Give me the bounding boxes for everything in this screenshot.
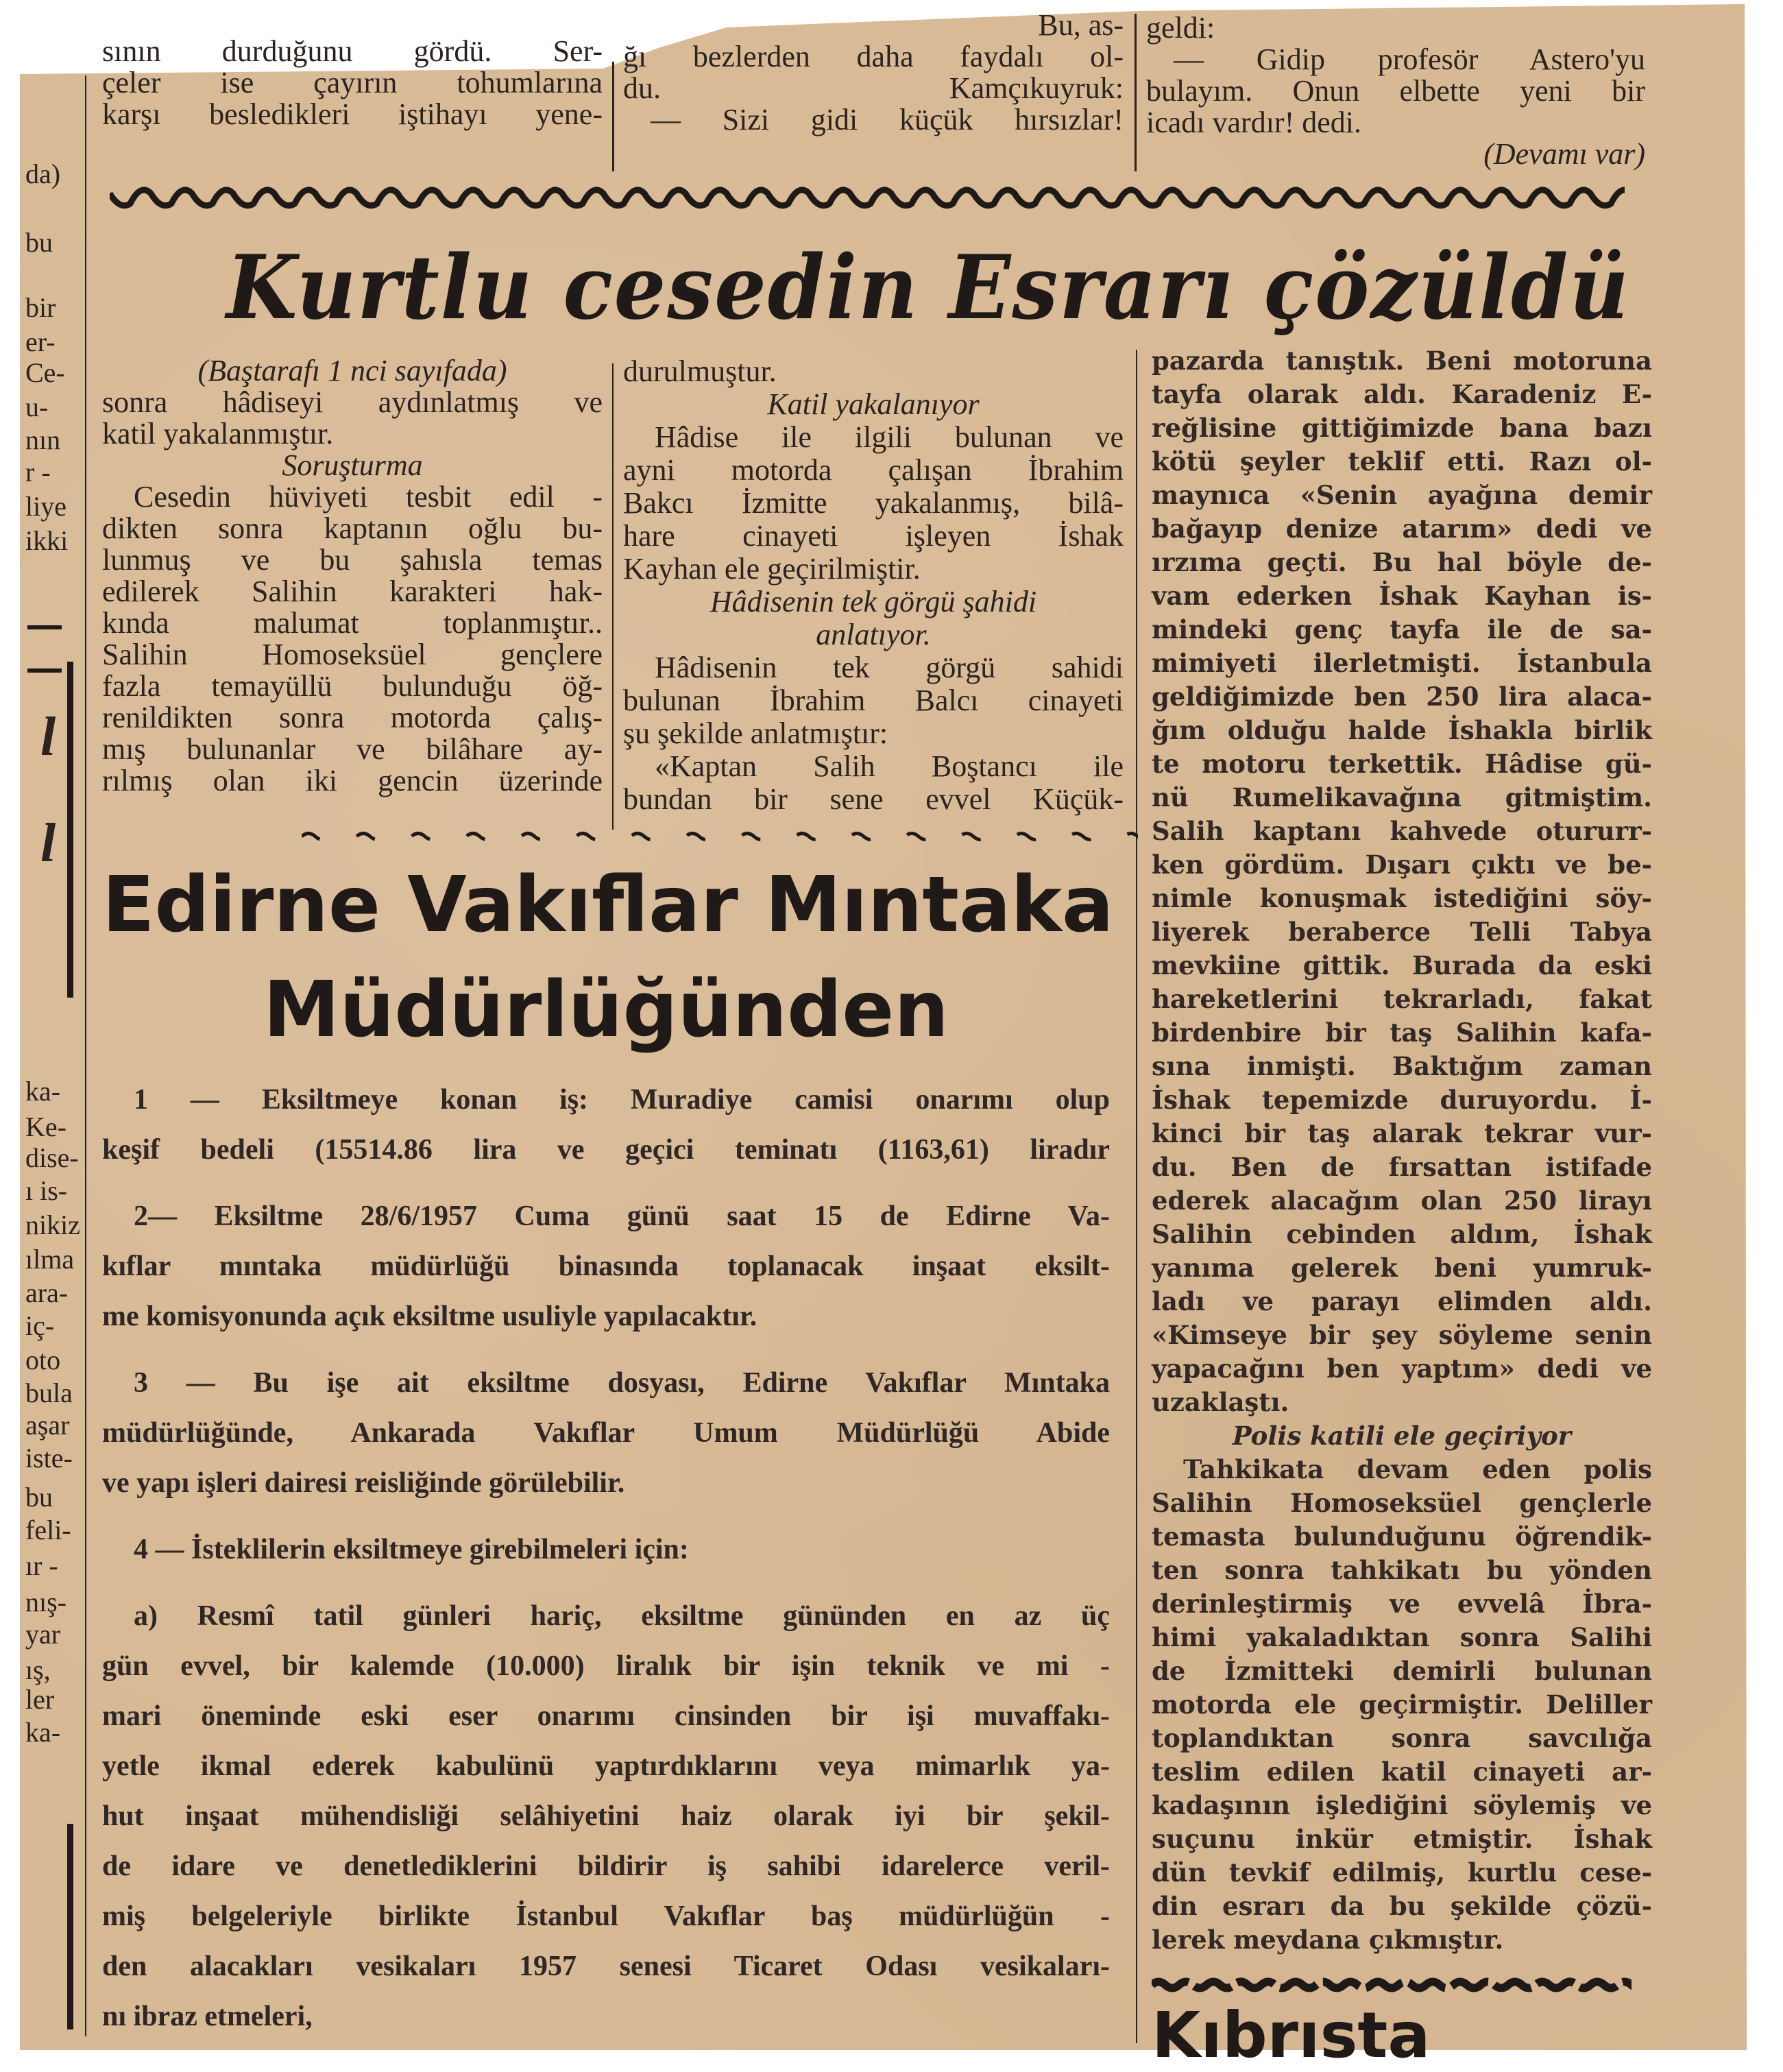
ad-paragraph — [102, 1591, 1110, 2042]
margin-fragment: nın — [25, 424, 61, 455]
text-line: nimle konuşmak istediğini söy- — [1152, 883, 1652, 913]
text-line: 1 — Eksiltmeye konan iş: Muradiye camisi onarımı olup — [134, 1084, 1110, 1116]
text-line: Salihin Homoseksüel gençlerle — [1152, 1488, 1652, 1518]
margin-fragment: bu — [25, 227, 53, 258]
text-line: kötü şeyler teklif etti. Razı ol- — [1152, 446, 1652, 477]
text-line: nü Rumelikavağına gitmiştim. — [1152, 782, 1652, 812]
text-line: geldiğimizde ben 250 lira alaca- — [1152, 682, 1652, 712]
margin-fragment: iste- — [25, 1443, 73, 1473]
text-line: sonra hâdiseyi aydınlatmış ve — [102, 385, 603, 419]
text-line: keşif bedeli (15514.86 lira ve geçici teminatı (1163,61) liradır — [102, 1134, 1110, 1166]
text-line: yetle ikmal ederek kabulünü yaptırdıklarını veya mimarlık ya- — [102, 1750, 1110, 1782]
text-line: ken gördüm. Dışarı çıktı ve be- — [1152, 850, 1652, 880]
ad-paragraph — [102, 1192, 1110, 1342]
text-line: kadaşının işlediğini söylemiş ve — [1152, 1790, 1652, 1820]
top-column-1 — [102, 36, 603, 130]
margin-thick-rule-lower — [67, 1824, 73, 2029]
text-line: maynıca «Senin ayağına demir — [1152, 480, 1652, 510]
ad-paragraph — [102, 1525, 1110, 1575]
margin-fragment: u- — [25, 391, 49, 422]
text-line: kında malumat toplanmıştır.. — [102, 606, 603, 640]
text-line: gün evvel, bir kalemde (10.000) liralık bir işin teknik ve mi - — [102, 1650, 1110, 1682]
margin-fragment: ka- — [25, 1717, 61, 1748]
text-line: reğlisine gittiğimizde bana bazı — [1152, 413, 1652, 443]
subheading: Soruşturma — [282, 448, 423, 482]
text-line: motorda ele geçirmiştir. Deliller — [1152, 1689, 1652, 1720]
text-line: karşı besledikleri iştihayı yene- — [102, 97, 603, 131]
ad-subtitle: Müdürlüğünden — [263, 965, 949, 1055]
text-line: Tahkikata devam eden polis — [1183, 1454, 1652, 1484]
text-line: birdenbire bir taş Salihin kafa- — [1152, 1017, 1652, 1048]
text-line: Cesedin hüviyeti tesbit edil - — [134, 480, 603, 514]
text-line: bulayım. Onun elbette yeni bir — [1146, 74, 1645, 108]
ornament-line — [302, 834, 1138, 840]
ad-top-ornament — [302, 826, 1138, 847]
text-line: dikten sonra kaptanın oğlu bu- — [102, 511, 603, 545]
ad-paragraph — [102, 1075, 1110, 1175]
text-line: renildikten sonra motorda çalış- — [102, 701, 603, 734]
article-column-rule-2 — [1136, 350, 1137, 2043]
margin-fragment: liye — [25, 491, 66, 522]
text-line: ayni motorda çalışan İbrahim — [623, 453, 1124, 487]
text-line: «Kimseye bir şey söyleme senin — [1152, 1320, 1652, 1350]
margin-fragment: Ce- — [25, 357, 65, 388]
text-line: Salih kaptanı kahvede otururr- — [1152, 816, 1652, 846]
margin-fragment: ara- — [25, 1277, 69, 1308]
text-line: kinci bir taş alarak tekrar vur- — [1152, 1118, 1652, 1148]
text-line: du. Kamçıkuyruk: — [623, 71, 1124, 105]
text-line: temasta bulunduğunu öğrendik- — [1152, 1521, 1652, 1552]
text-line: Bakcı İzmitte yakalanmış, bilâ- — [623, 486, 1124, 520]
top-column-rule-2 — [1135, 14, 1137, 171]
text-line: fazla temayüllü bulunduğu öğ- — [102, 669, 603, 703]
margin-fragment: ka- — [25, 1076, 61, 1107]
text-line: kıflar mıntaka müdürlüğü binasında toplanacak inşaat eksilt- — [102, 1251, 1110, 1282]
margin-fragment: l — [40, 707, 56, 767]
text-line: Kayhan ele geçirilmiştir. — [623, 552, 921, 586]
text-line: miş belgeleriyle birlikte İstanbul Vakıflar baş müdürlüğün - — [102, 1901, 1110, 1932]
text-line: yapacağını ben yaptım» dedi ve — [1152, 1353, 1652, 1384]
text-line: edilerek Salihin karakteri hak- — [102, 575, 603, 608]
text-line: du. Ben de fırsattan istifade — [1152, 1152, 1652, 1182]
column-rule-left — [85, 75, 86, 2036]
text-line: ederek alacağım olan 250 lirayı — [1152, 1185, 1652, 1216]
text-line: 2— Eksiltme 28/6/1957 Cuma günü saat 15 de Edirne Va- — [134, 1201, 1110, 1232]
ad-title: Edirne Vakıflar Mıntaka — [102, 860, 1114, 950]
margin-fragment: ır - — [25, 1550, 58, 1581]
margin-fragment: ler — [25, 1684, 55, 1715]
margin-fragment: bir — [25, 292, 56, 323]
margin-dash-1 — [27, 625, 62, 629]
subheading: anlatıyor. — [816, 618, 931, 651]
margin-fragment: ılma — [25, 1244, 75, 1275]
text-line: hareketlerini tekrarladı, fakat — [1152, 984, 1652, 1014]
text-line: nı ibraz etmeleri, — [102, 2001, 313, 2032]
margin-fragment: Ke- — [25, 1111, 66, 1142]
text-line: mindeki genç tayfa ile de sa- — [1152, 614, 1652, 645]
text-line: şu şekilde anlatmıştır: — [623, 716, 888, 750]
subheading: (Baştarafı 1 nci sayıfada) — [197, 354, 507, 387]
text-line: lunmuş ve bu şahısla temas — [102, 543, 603, 577]
text-line: 3 — Bu işe ait eksiltme dosyası, Edirne Vakıflar Mıntaka — [134, 1367, 1110, 1399]
text-line: yanıma gelerek beni yumruk- — [1152, 1253, 1652, 1283]
margin-fragment: r - — [25, 457, 51, 487]
margin-thick-rule-upper — [67, 662, 73, 998]
margin-fragment: nikiz — [25, 1209, 80, 1240]
wave-line — [110, 190, 1625, 206]
next-article-headline: Kıbrısta — [1152, 1999, 1431, 2072]
text-line: vam ederken İshak Kayhan is- — [1152, 581, 1652, 611]
text-line: te motoru terkettik. Hâdise gü- — [1152, 749, 1652, 779]
article-column-2 — [623, 355, 1124, 816]
top-column-3 — [1146, 12, 1645, 170]
text-line: me komisyonunda açık eksiltme usuliyle yapılacaktır. — [102, 1301, 757, 1332]
margin-fragment: l — [40, 813, 56, 874]
text-line: sının durduğunu gördü. Ser- — [102, 34, 603, 68]
text-line: Salihin Homoseksüel gençlere — [102, 638, 603, 671]
text-line: (Devamı var) — [1483, 137, 1645, 171]
text-line: icadı vardır! dedi. — [1146, 106, 1361, 139]
text-line: Salihin cebinden aldım, İshak — [1152, 1219, 1652, 1249]
text-line: — Gidip profesör Astero'yu — [1174, 43, 1645, 76]
article-column-rule-1 — [612, 363, 614, 830]
text-line: uzaklaştı. — [1152, 1387, 1289, 1417]
margin-fragment: oto — [25, 1345, 61, 1375]
text-line: 4 — İsteklilerin eksiltmeye girebilmeleri için: — [134, 1534, 689, 1565]
text-line: ırzıma geçti. Bu hal böyle de- — [1152, 547, 1652, 577]
text-line: a) Resmî tatil günleri hariç, eksiltme gününden en az üç — [134, 1600, 1110, 1632]
text-line: ğım olduğu halde İshakla birlik — [1152, 715, 1652, 745]
text-line: ten sonra tahkikatı bu yönden — [1152, 1555, 1652, 1585]
top-column-2 — [623, 10, 1124, 136]
text-line: «Kaptan Salih Boştancı ile — [655, 749, 1124, 783]
subheading: Polis katili ele geçiriyor — [1232, 1421, 1572, 1451]
ad-body — [102, 1075, 1110, 2058]
text-line: den alacakları vesikaları 1957 senesi Ticaret Odası vesikaları- — [102, 1951, 1110, 1982]
text-line: himi yakaladıktan sonra Salihi — [1152, 1622, 1652, 1652]
text-line: mış bulunanlar ve bilâhare ay- — [102, 732, 603, 766]
text-line: hare cinayeti işleyen İshak — [623, 519, 1124, 553]
margin-fragment: iç- — [25, 1310, 55, 1341]
margin-fragment: aşar — [25, 1410, 70, 1441]
text-line: de idare ve denetlediklerini bildirir iş sahibi idarelerce veril- — [102, 1851, 1110, 1882]
text-line: suçunu inkür etmiştir. İshak — [1152, 1824, 1652, 1854]
subheading: Hâdisenin tek görgü şahidi — [709, 585, 1037, 618]
margin-dash-2 — [27, 668, 62, 673]
margin-fragment: feli- — [25, 1515, 71, 1545]
text-line: mari öneminde eski eser onarımı cinsinden bir işi muvaffakı- — [102, 1700, 1110, 1732]
text-line: ğı bezlerden daha faydalı ol- — [623, 40, 1124, 73]
text-line: İshak tepemizde duruyordu. İ- — [1152, 1085, 1652, 1115]
margin-fragment: bula — [25, 1377, 73, 1408]
text-line: tayfa olarak aldı. Karadeniz E- — [1152, 379, 1652, 409]
text-line: de İzmitteki demirli bulunan — [1152, 1656, 1652, 1686]
text-line: teslim edilen katil cinayeti ar- — [1152, 1757, 1652, 1787]
margin-fragment: er- — [25, 326, 56, 357]
margin-fragment: ikki — [25, 525, 69, 556]
margin-fragment: ış, — [25, 1654, 51, 1685]
text-line: dün tevkif edilmiş, kurtlu cese- — [1152, 1857, 1652, 1888]
text-line: Hâdise ile ilgili bulunan ve — [655, 420, 1124, 454]
margin-fragment: dise- — [25, 1142, 79, 1173]
subheading: Katil yakalanıyor — [767, 387, 980, 421]
ornament-line — [1152, 1982, 1632, 1988]
margin-fragment: yar — [25, 1619, 61, 1650]
ad-paragraph — [102, 1358, 1110, 1508]
next-article-ornament — [1152, 1975, 1632, 1995]
text-line: mevkiine gittik. Burada da eski — [1152, 950, 1652, 980]
article-column-1 — [102, 355, 603, 797]
text-line: mimiyeti ilerletmişti. İstanbula — [1152, 648, 1652, 678]
margin-fragment: nış- — [25, 1587, 66, 1617]
text-line: bulunan İbrahim Balcı cinayeti — [623, 684, 1124, 717]
margin-fragment: bu — [25, 1482, 53, 1513]
text-line: hut inşaat mühendisliği selâhiyetini haiz olarak iyi bir şekil- — [102, 1800, 1110, 1832]
text-line: ladı ve parayı elimden aldı. — [1152, 1286, 1652, 1316]
article-headline: Kurtlu cesedin Esrarı çözüldü — [226, 237, 1630, 339]
text-line: çeler ise çayırın tohumlarına — [102, 66, 603, 99]
wavy-divider — [110, 180, 1625, 214]
text-line: derinleştirmiş ve evvelâ İbra- — [1152, 1589, 1652, 1619]
text-line: müdürlüğünde, Ankarada Vakıflar Umum Müdürlüğü Abide — [102, 1417, 1110, 1449]
text-line: lerek meydana çıkmıştır. — [1152, 1925, 1504, 1955]
article-column-3 — [1152, 344, 1652, 1957]
top-column-rule-1 — [612, 62, 614, 171]
text-line: sına inmişti. Baktığım zaman — [1152, 1051, 1652, 1081]
text-line: geldi: — [1146, 11, 1215, 45]
margin-fragment: ı is- — [25, 1175, 68, 1206]
margin-fragment: da) — [25, 158, 61, 189]
text-line: Bu, as- — [1038, 8, 1124, 42]
text-line: durulmuştur. — [623, 354, 777, 388]
text-line: bağayıp denize atarım» dedi ve — [1152, 514, 1652, 544]
text-line: rılmış olan iki gencin üzerinde — [102, 764, 603, 797]
text-line: pazarda tanıştık. Beni motoruna — [1152, 346, 1652, 376]
text-line: liyerek beraberce Telli Tabya — [1152, 917, 1652, 947]
text-line: katil yakalanmıştır. — [102, 417, 334, 450]
text-line: ve yapı işleri dairesi reisliğinde görülebilir. — [102, 1467, 625, 1499]
text-line: bundan bir sene evvel Küçük- — [623, 782, 1124, 816]
text-line: toplandıktan sonra savcılığa — [1152, 1723, 1652, 1753]
text-line: Hâdisenin tek görgü sahidi — [655, 651, 1124, 684]
text-line: — Sizi gidi küçük hırsızlar! — [651, 103, 1124, 136]
text-line: din esrarı da bu şekilde çözü- — [1152, 1891, 1652, 1921]
